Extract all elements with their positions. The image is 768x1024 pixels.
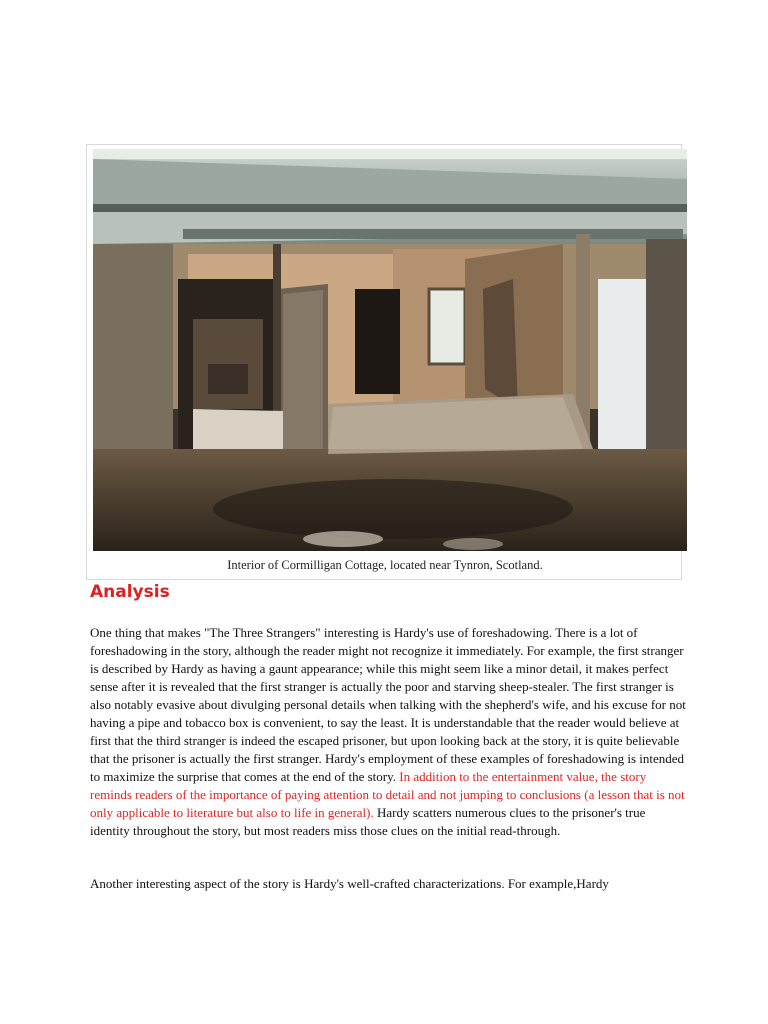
highlighted-text: In addition to the entertainment value, the story reminds readers of the importance of paying attention to detail and not jumping to conclusions (a lesson that is not only applicable to literature but also to life in general). [90, 769, 685, 820]
figure [86, 144, 682, 580]
cottage-interior-photo [93, 149, 687, 551]
body-paragraph [90, 624, 688, 840]
figure-caption: Interior of Cormilligan Cottage, located near Tynron, Scotland. [227, 558, 543, 572]
section-heading: Analysis [90, 582, 170, 602]
body-paragraph-2: Another interesting aspect of the story is Hardy's well-crafted characterizations. For example,Hardy [90, 876, 609, 891]
paragraph-text: One thing that makes "The Three Strangers" interesting is Hardy's use of foreshadowing. There is a lot of foreshadowing in the story, although the reader might not recognize it immediately. For example, the first stranger is described by Hardy as having a gaunt appearance; while this might seem like a minor detail, it makes perfect sense after it is revealed that the first stranger is actually the poor and starving sheep-stealer. The first stranger is also notably evasive about divulging personal details when talking with the shepherd's wife, and his excuse for not having a pipe and tobacco box is convenient, to say the least. It is understandable that the reader would believe at first that the third stranger is indeed the escaped prisoner, but upon looking back at the story, it is quite believable that the prisoner is actually the first stranger. Hardy's employment of these examples of foreshadowing is intended to maximize the surprise that comes at the end of the story. [90, 625, 686, 784]
paragraph-text-continued: Hardy scatters numerous clues to the prisoner's true identity throughout the story, but most readers miss those clues on the initial read-through. [90, 805, 646, 838]
